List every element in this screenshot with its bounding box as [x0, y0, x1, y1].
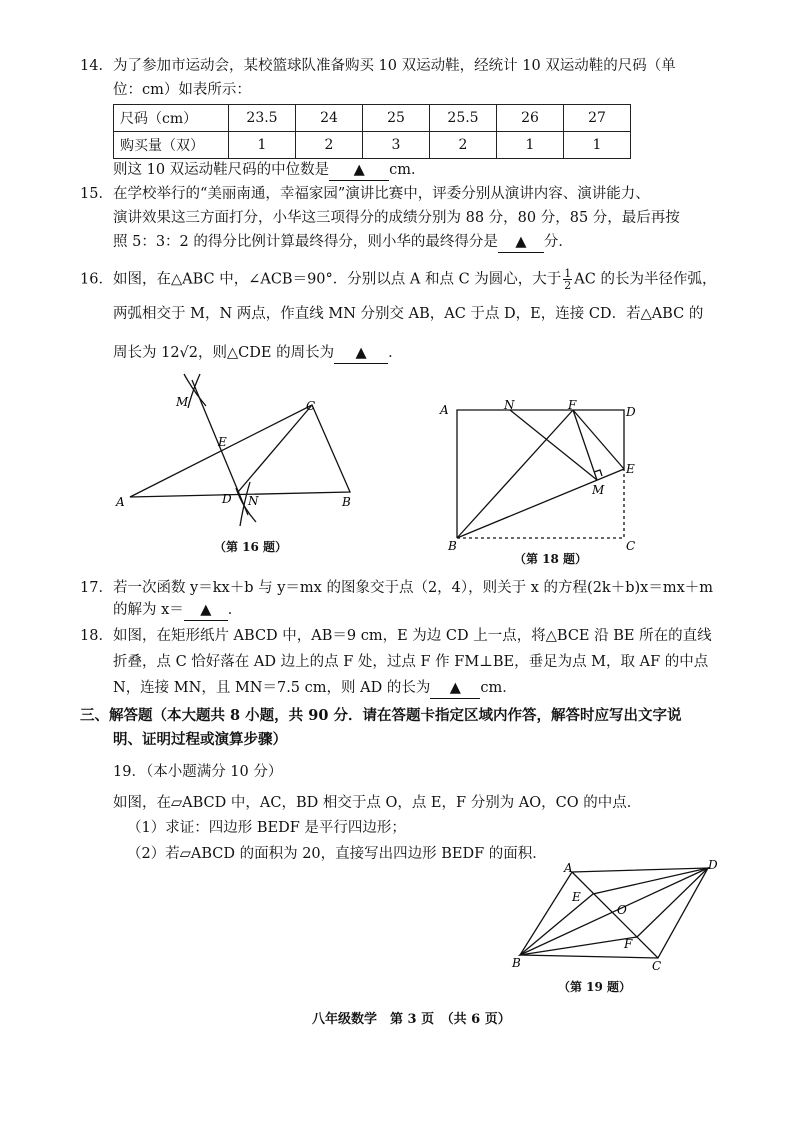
label-d: D — [626, 405, 636, 419]
q17-line2-post: ． — [227, 602, 243, 618]
triangle-abc — [130, 405, 350, 497]
q17-line1: 17．若一次函数 y＝kx＋b 与 y＝mx 的图象交于点（2，4），则关于 x 的方程(2k＋b)x＝mx＋m — [80, 580, 713, 596]
table-cell: 1 — [229, 132, 296, 159]
q16-line3-post: ． — [388, 345, 403, 361]
q14-answer-post: cm． — [389, 162, 426, 178]
q17-line2 — [113, 600, 242, 621]
table-cell: 1 — [564, 132, 631, 159]
fraction-denominator: 2 — [564, 279, 572, 292]
label-c: C — [652, 959, 662, 973]
q19-line1: 如图，在▱ABCD 中，AC，BD 相交于点 O，点 E，F 分别为 AO，CO 的中点． — [113, 795, 642, 811]
q14-line1: 14．为了参加市运动会，某校篮球队准备购买 10 双运动鞋，经统计 10 双运动鞋的尺码（单 — [80, 58, 676, 74]
label-a: A — [116, 495, 125, 509]
table-header-size: 尺码（cm） — [114, 105, 229, 132]
q18-line2: 折叠，点 C 恰好落在 AD 边上的点 F 处，过点 F 作 FM⊥BE，垂足为点 M，取 AF 的中点 — [113, 654, 709, 670]
label-f: F — [624, 937, 633, 951]
fraction-one-half — [563, 268, 572, 291]
label-b: B — [512, 956, 521, 970]
fraction-numerator: 1 — [564, 267, 572, 280]
q14-answer-line — [113, 160, 426, 181]
rect-abcd-solid — [457, 410, 624, 538]
q15-line2: 演讲效果这三方面打分，小华这三项得分的成绩分别为 88 分，80 分，85 分，最后再按 — [113, 210, 680, 226]
q18-line3 — [113, 678, 517, 699]
label-d: D — [708, 858, 718, 872]
segment-fm — [573, 410, 597, 480]
q14-line2: 位：cm）如表所示： — [113, 82, 251, 98]
q18-line3-pre: N，连接 MN，且 MN＝7.5 cm，则 AD 的长为 — [113, 680, 431, 696]
label-a: A — [440, 403, 449, 417]
label-o: O — [617, 903, 627, 917]
figure-19 — [500, 858, 730, 973]
table-cell: 26 — [497, 105, 564, 132]
page-footer: 八年级数学 第 3 页 （共 6 页） — [312, 1012, 511, 1027]
q16-line1-pre: 16．如图，在△ABC 中，∠ACB＝90°．分别以点 A 和点 C 为圆心，大于 — [80, 271, 562, 288]
answer-blank — [430, 678, 480, 699]
label-m: M — [176, 395, 189, 409]
q16-line3-pre: 周长为 12√2，则△CDE 的周长为 — [113, 345, 335, 361]
segment-nm — [510, 410, 597, 480]
figure-19-caption: （第 19 题） — [558, 980, 632, 994]
blank-triangle-icon: ▲ — [355, 344, 367, 361]
table-cell: 27 — [564, 105, 631, 132]
section3-line2: 明、证明过程或演算步骤） — [113, 731, 287, 748]
figure-16-caption: （第 16 题） — [214, 540, 288, 554]
q15-line3-pre: 照 5：3：2 的得分比例计算最终得分，则小华的最终得分是 — [113, 234, 498, 250]
label-e: E — [572, 890, 581, 904]
label-c: C — [626, 539, 636, 553]
q17-line2-pre: 的解为 x＝ — [113, 602, 184, 618]
diagonal-bd — [520, 868, 708, 955]
answer-blank — [334, 343, 388, 364]
label-m: M — [592, 483, 605, 497]
q16-line2: 两弧相交于 M，N 两点，作直线 MN 分别交 AB，AC 于点 D，E，连接 CD．若△ABC 的 — [113, 306, 704, 322]
blank-triangle-icon: ▲ — [200, 601, 212, 618]
answer-blank — [498, 232, 544, 253]
label-n: N — [248, 494, 259, 508]
table-cell: 23.5 — [229, 105, 296, 132]
q14-answer-pre: 则这 10 双运动鞋尺码的中位数是 — [113, 162, 330, 178]
figure-16 — [110, 370, 370, 560]
label-b: B — [448, 539, 457, 553]
blank-triangle-icon: ▲ — [449, 679, 461, 696]
q15-line3 — [113, 232, 573, 253]
table-header-count: 购买量（双） — [114, 132, 229, 159]
q19-part2: （2）若▱ABCD 的面积为 20，直接写出四边形 BEDF 的面积． — [127, 846, 547, 862]
segment-be — [457, 469, 624, 538]
q18-line1: 18．如图，在矩形纸片 ABCD 中，AB＝9 cm，E 为边 CD 上一点，将△BCE 沿 BE 所在的直线 — [80, 628, 712, 644]
table-row — [114, 132, 631, 159]
section3-line1: 三、解答题（本大题共 8 小题，共 90 分．请在答题卡指定区域内作答，解答时应写出文字说 — [80, 707, 682, 724]
label-f: F — [568, 398, 577, 412]
label-n: N — [504, 398, 515, 412]
label-c: C — [306, 399, 316, 413]
q15-line1: 15．在学校举行的“美丽南通，幸福家园”演讲比赛中，评委分别从演讲内容、演讲能力、 — [80, 186, 650, 202]
segment-fe — [573, 410, 624, 469]
table-cell: 24 — [296, 105, 363, 132]
label-a: A — [564, 861, 573, 875]
q16-line1-post: AC 的长为半径作弧， — [574, 271, 717, 288]
q16-line3 — [113, 343, 403, 364]
label-e: E — [218, 435, 227, 449]
table-cell: 25.5 — [430, 105, 497, 132]
answer-blank — [184, 600, 228, 621]
label-d: D — [222, 492, 232, 506]
table-cell: 1 — [497, 132, 564, 159]
figure-18-caption: （第 18 题） — [514, 552, 588, 566]
table-cell: 2 — [430, 132, 497, 159]
segment-cd — [238, 405, 312, 492]
q16-line1 — [80, 268, 716, 291]
q18-line3-post: cm． — [480, 680, 517, 696]
q19-title: 19．（本小题满分 10 分） — [113, 764, 283, 780]
label-e: E — [626, 462, 635, 476]
table-cell: 25 — [363, 105, 430, 132]
table-cell: 3 — [363, 132, 430, 159]
q19-part1: （1）求证：四边形 BEDF 是平行四边形； — [127, 820, 406, 836]
label-b: B — [342, 495, 351, 509]
blank-triangle-icon: ▲ — [515, 233, 527, 250]
answer-blank — [329, 160, 389, 181]
blank-triangle-icon: ▲ — [353, 161, 365, 178]
table-row — [114, 105, 631, 132]
segment-bf — [457, 410, 573, 538]
figure-18 — [430, 398, 660, 558]
table-cell: 2 — [296, 132, 363, 159]
shoe-size-table — [113, 104, 631, 159]
q15-line3-post: 分． — [543, 234, 573, 250]
